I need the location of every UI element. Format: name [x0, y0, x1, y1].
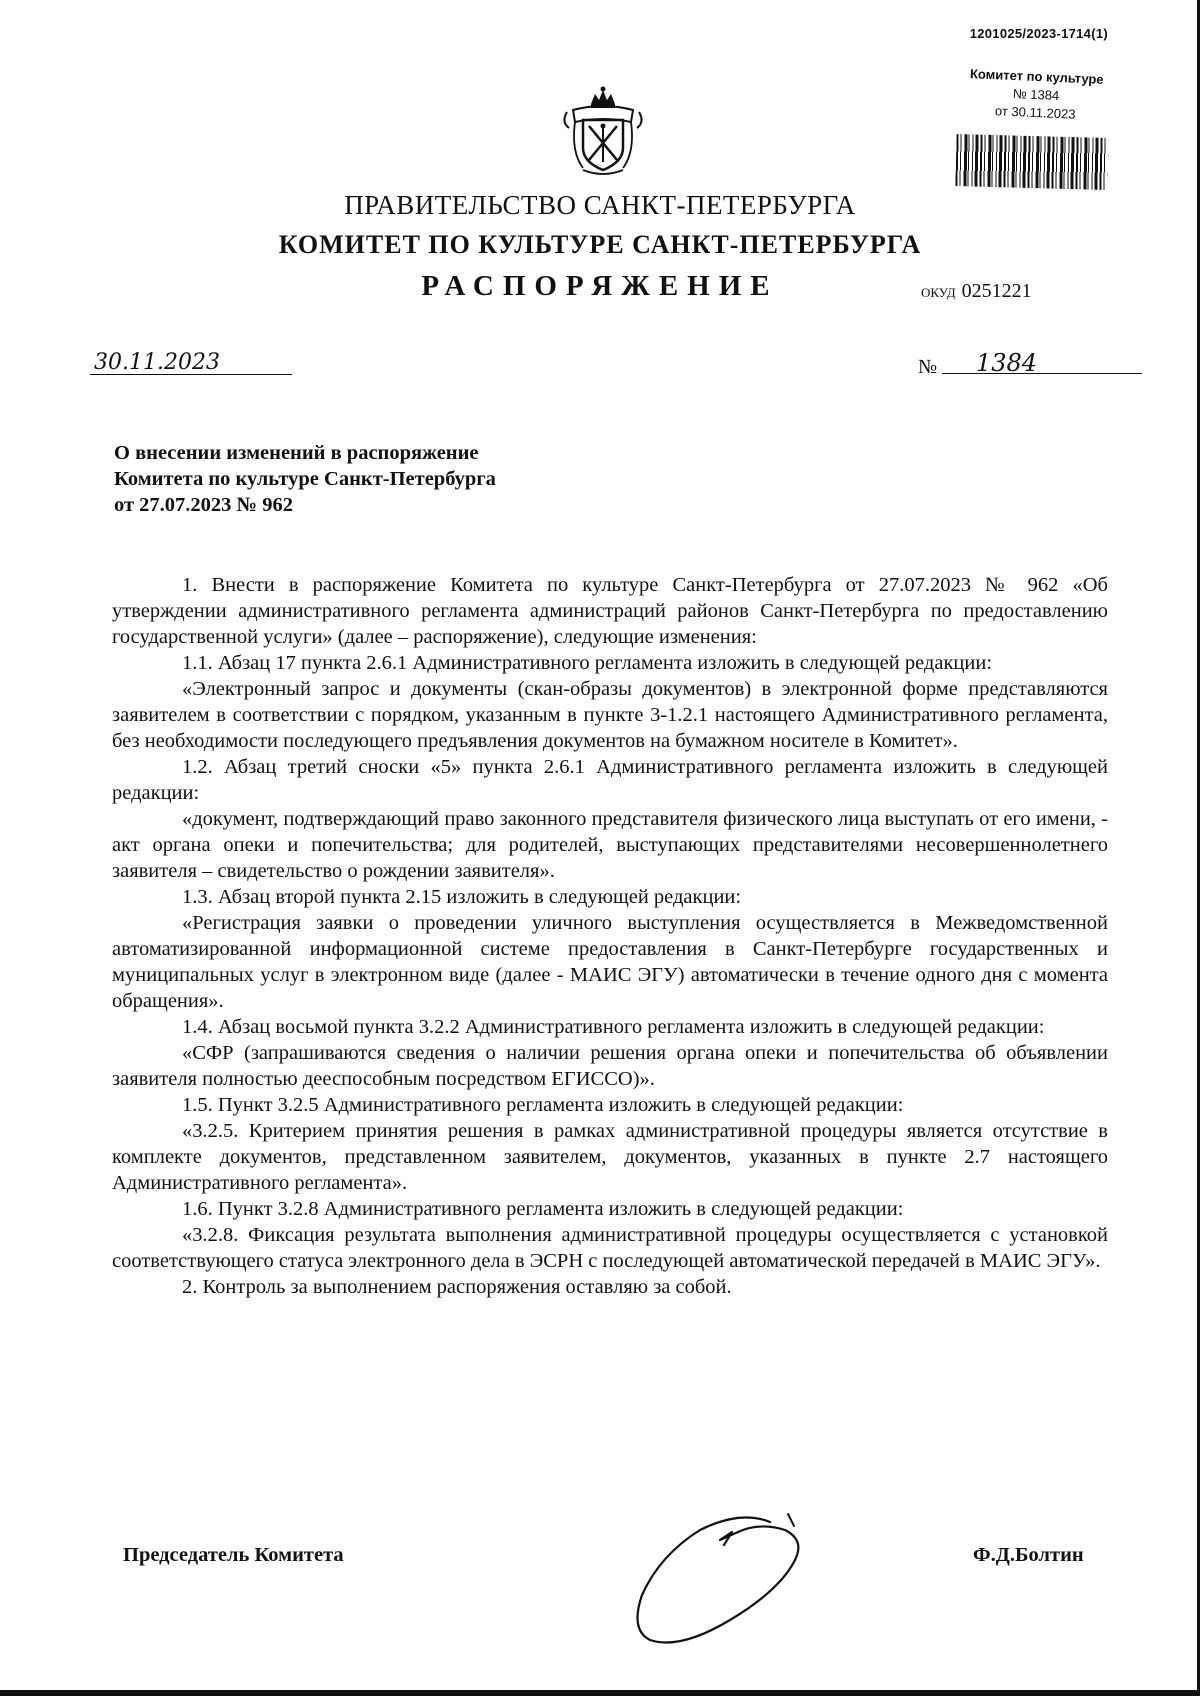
- stamp-date: от 30.11.2023: [994, 103, 1076, 122]
- committee-title: КОМИТЕТ ПО КУЛЬТУРЕ САНКТ-ПЕТЕРБУРГА: [278, 230, 922, 259]
- number-label: №: [918, 356, 938, 378]
- document-body: [112, 572, 1108, 1300]
- body-paragraph: 1.4. Абзац восьмой пункта 3.2.2 Административного регламента изложить в следующей редакции:: [182, 1016, 1045, 1038]
- body-paragraph: 1.1. Абзац 17 пункта 2.6.1 Административного регламента изложить в следующей редакции:: [182, 652, 993, 674]
- stamp-number: № 1384: [1012, 85, 1060, 104]
- okud-code: [921, 280, 1032, 303]
- document-id: 1201025/2023-1714(1): [969, 26, 1108, 41]
- subject-line: от 27.07.2023 № 962: [114, 494, 294, 516]
- document-subject: [114, 440, 714, 518]
- body-paragraph: «Регистрация заявки о проведении уличного выступления осуществляется в Межведомственной автоматизированной информационной системе предоставления в Санкт-Петербурге государственных и муниципальных услуг в электронном виде (далее - МАИС ЭГУ) автоматически в течение одного дня с момента обращения».: [112, 912, 1108, 1012]
- stamp-org: Комитет по культуре: [969, 66, 1104, 87]
- body-paragraph: 2. Контроль за выполнением распоряжения оставляю за собой.: [182, 1276, 732, 1298]
- registration-stamp: [945, 64, 1127, 126]
- body-paragraph: 1.3. Абзац второй пункта 2.15 изложить в следующей редакции:: [182, 886, 742, 908]
- body-paragraph: 1. Внести в распоряжение Комитета по культуре Санкт-Петербурга от 27.07.2023 № 962 «Об утверждении административного регламента администраций районов Санкт-Петербурга по предоставлению государственной услуги» (далее – распоряжение), следующие изменения:: [112, 574, 1108, 648]
- okud-label: ОКУД: [921, 285, 956, 300]
- signatory-name: Ф.Д.Болтин: [973, 1544, 1084, 1566]
- handwritten-number: 1384: [942, 352, 1142, 374]
- body-paragraph: 1.6. Пункт 3.2.8 Административного регламента изложить в следующей редакции:: [182, 1198, 904, 1220]
- body-paragraph: «3.2.5. Критерием принятия решения в рамках административной процедуры является отсутствие в комплекте документов, представленном заявителем, документов, указанных в пункте 2.7 настоящего Административного регламента».: [112, 1120, 1108, 1194]
- page-border-bottom: [0, 1690, 1200, 1696]
- body-paragraph: «3.2.8. Фиксация результата выполнения административной процедуры осуществляется с установкой соответствующего статуса электронного дела в ЭСРН с последующей автоматической передачей в МАИС ЭГУ».: [112, 1224, 1108, 1272]
- body-paragraph: 1.2. Абзац третий сноски «5» пункта 2.6.1 Административного регламента изложить в следующей редакции:: [112, 756, 1108, 804]
- body-paragraph: 1.5. Пункт 3.2.5 Административного регламента изложить в следующей редакции:: [182, 1094, 904, 1116]
- handwritten-date: 30.11.2023: [90, 352, 292, 375]
- subject-line: Комитета по культуре Санкт-Петербурга: [114, 468, 496, 490]
- barcode: [955, 134, 1108, 190]
- body-paragraph: «документ, подтверждающий право законного представителя физического лица выступать от его имени, - акт органа опеки и попечительства; для родителей, выступающих представителями несовершеннолетнего заявителя – свидетельство о рождении заявителя».: [112, 808, 1108, 882]
- handwritten-signature: [620, 1500, 840, 1650]
- okud-value: 0251221: [961, 280, 1032, 302]
- coat-of-arms-icon: [553, 82, 653, 182]
- body-paragraph: «СФР (запрашиваются сведения о наличии решения органа опеки и попечительства об объявлении заявителя полностью дееспособным посредством ЕГИССО)».: [112, 1042, 1108, 1090]
- body-paragraph: «Электронный запрос и документы (скан-образы документов) в электронной форме представляются заявителем в соответствии с порядком, указанным в пункте 3-1.2.1 настоящего Административного регламента, без необходимости последующего предъявления документов на бумажном носителе в Комитет».: [112, 678, 1108, 752]
- subject-line: О внесении изменений в распоряжение: [114, 442, 479, 464]
- document-type-title: РАСПОРЯЖЕНИЕ: [421, 270, 779, 302]
- signatory-position: Председатель Комитета: [123, 1544, 344, 1566]
- government-title: ПРАВИТЕЛЬСТВО САНКТ-ПЕТЕРБУРГА: [344, 190, 856, 220]
